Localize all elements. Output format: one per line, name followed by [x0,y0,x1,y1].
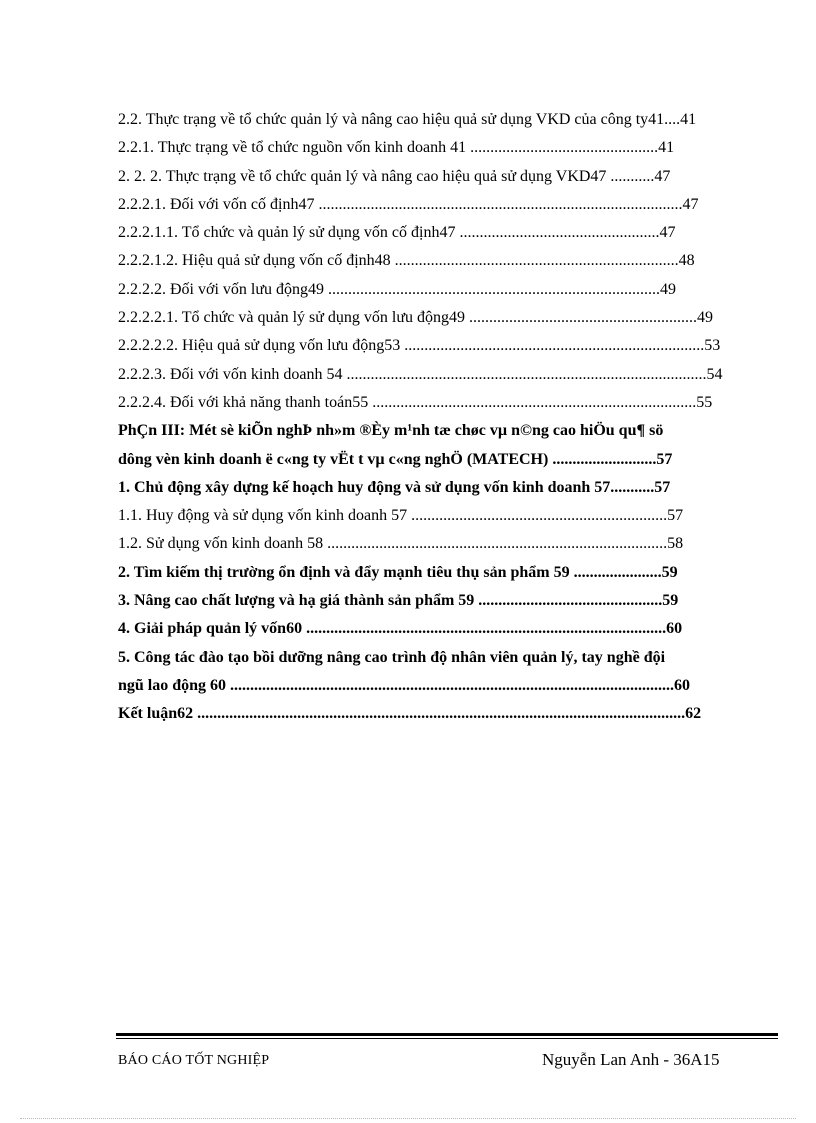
toc-entry: 4. Giải pháp quản lý vốn60 ..........................................................................................60 [118,620,683,638]
toc-entry: Kết luận62 ..........................................................................................................................62 [118,705,702,723]
toc-entry: 1. Chủ động xây dựng kế hoạch huy động và sử dụng vốn kinh doanh 57...........57 [118,478,671,496]
footer-divider [116,1038,778,1039]
toc-entry: 2. 2. 2. Thực trạng về tổ chức quản lý và nâng cao hiệu quả sử dụng VKD47 ...........47 [118,167,671,185]
toc-entry: 1.2. Sử dụng vốn kinh doanh 58 .....................................................................................58 [118,535,684,553]
toc-entry: 1.1. Huy động và sử dụng vốn kinh doanh 57 ................................................................57 [118,507,684,525]
toc-entry: ngũ lao động 60 ...............................................................................................................60 [118,676,691,694]
toc-entry: 2.2.2.1.2. Hiệu quả sử dụng vốn cố định48 .......................................................................48 [118,252,695,270]
toc-entry: 2. Tìm kiếm thị trường ổn định và đẩy mạnh tiêu thụ sản phẩm 59 ......................59 [118,563,678,581]
toc-entry: 2.2.2.1.1. Tổ chức và quản lý sử dụng vốn cố định47 ..................................................47 [118,224,676,242]
footer-divider [116,1033,778,1036]
toc-entry: 3. Nâng cao chất lượng và hạ giá thành sản phẩm 59 ..............................................59 [118,592,679,610]
toc-entry: 2.2.2.2.2. Hiệu quả sử dụng vốn lưu động53 ...........................................................................53 [118,337,721,355]
toc-entry: 2.2.2.2. Đối với vốn lưu động49 ...................................................................................49 [118,280,677,298]
footer-author: Nguyễn Lan Anh - 36A15 [542,1050,720,1069]
toc-entry: 5. Công tác đào tạo bồi dưỡng nâng cao trình độ nhân viên quản lý, tay nghề đội [118,648,666,666]
toc-entry: 2.2. Thực trạng về tổ chức quản lý và nâng cao hiệu quả sử dụng VKD của công ty41....41 [118,111,697,128]
footer-report-title: BÁO CÁO TỐT NGHIỆP [118,1053,270,1068]
toc-entry: 2.2.2.1. Đối với vốn cố định47 ...........................................................................................47 [118,195,699,213]
toc-entry: PhÇn III: Mét sè kiÕn nghÞ nh»m ®Èy m¹nh tæ chøc vµ n©ng cao hiÖu qu¶ sö [118,422,664,440]
toc-entry: 2.2.2.3. Đối với vốn kinh doanh 54 ..........................................................................................54 [118,365,723,383]
page-edge [20,1118,796,1119]
toc-entry: dông vèn kinh doanh ë c«ng ty vËt t vµ c«ng nghÖ (MATECH) ..........................57 [118,450,673,468]
toc-entry: 2.2.1. Thực trạng về tổ chức nguồn vốn kinh doanh 41 ...............................................41 [118,139,675,157]
toc-entry: 2.2.2.2.1. Tổ chức và quản lý sử dụng vốn lưu động49 .........................................................49 [118,309,714,327]
table-of-contents [118,106,768,729]
toc-entry: 2.2.2.4. Đối với khả năng thanh toán55 .................................................................................55 [118,393,713,411]
